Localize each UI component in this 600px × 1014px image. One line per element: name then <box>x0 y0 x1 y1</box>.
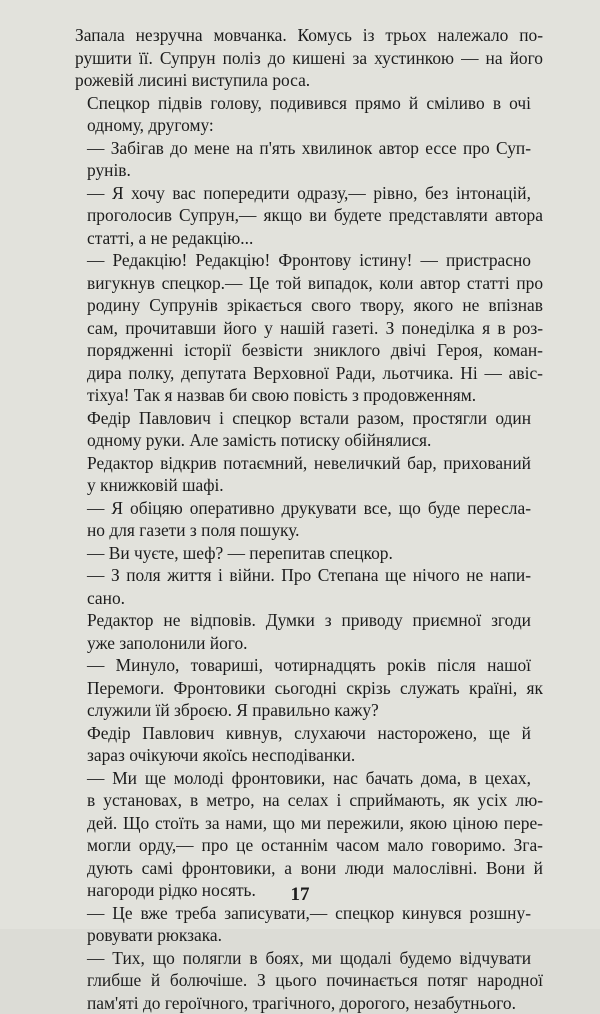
text-line: рунів. <box>75 159 543 182</box>
paragraph <box>75 497 543 542</box>
text-line: ровувати рюкзака. <box>75 924 543 947</box>
paragraph <box>75 947 543 1014</box>
text-line: сам, прочитавши його у нашій газеті. З понеділка я в роз- <box>75 317 543 340</box>
text-line: тіхуа! Так я назвав би свою повість з продовженням. <box>75 384 543 407</box>
text-line: рушити її. Супрун поліз до кишені за хустинкою — на його <box>75 47 543 70</box>
text-line: нагороди рідко носять. <box>75 879 543 902</box>
paragraph <box>75 609 543 654</box>
paragraph <box>75 137 543 182</box>
text-line: порядженні історії безвісти зниклого двічі Героя, коман- <box>75 339 543 362</box>
text-line: дують самі фронтовики, а вони люди малослівні. Вони й <box>75 857 543 880</box>
paragraph <box>75 722 543 767</box>
text-line: Федір Павлович і спецкор встали разом, простягли один <box>75 407 543 430</box>
page-number: 17 <box>0 884 600 906</box>
text-line: — Редакцію! Редакцію! Фронтову істину! — пристрасно <box>75 249 543 272</box>
text-line: Федір Павлович кивнув, слухаючи насторожено, ще й <box>75 722 543 745</box>
text-line: — Минуло, товариші, чотирнадцять років після нашої <box>75 654 543 677</box>
paragraph <box>75 182 543 250</box>
text-line: Перемоги. Фронтовики сьогодні скрізь служать країні, як <box>75 677 543 700</box>
text-line: у книжковій шафі. <box>75 474 543 497</box>
text-line: глибше й болючіше. З цього починається потяг народної <box>75 969 543 992</box>
paragraph <box>75 767 543 902</box>
paragraph <box>75 902 543 947</box>
text-line: Запала незручна мовчанка. Комусь із трьох належало по- <box>75 24 543 47</box>
text-line: — Я хочу вас попередити одразу,— рівно, без інтонацій, <box>75 182 543 205</box>
paragraph <box>75 654 543 722</box>
text-line: статті, а не редакцію... <box>75 227 543 250</box>
text-line: рожевій лисині виступила роса. <box>75 69 543 92</box>
text-line: сано. <box>75 587 543 610</box>
text-line: — Ви чуєте, шеф? — перепитав спецкор. <box>75 542 543 565</box>
text-line: Спецкор підвів голову, подивився прямо й сміливо в очі <box>75 92 543 115</box>
text-line: — Тих, що полягли в боях, ми щодалі будемо відчувати <box>75 947 543 970</box>
text-line: уже заполонили його. <box>75 632 543 655</box>
paragraph <box>75 92 543 137</box>
text-line: одному руки. Але замість потиску обійнялися. <box>75 429 543 452</box>
text-line: — Це вже треба записувати,— спецкор кинувся розшну- <box>75 902 543 925</box>
text-line: одному, другому: <box>75 114 543 137</box>
text-line: но для газети з поля пошуку. <box>75 519 543 542</box>
text-line: вигукнув спецкор.— Це той випадок, коли автор статті про <box>75 272 543 295</box>
text-line: зараз очікуючи якоїсь несподіванки. <box>75 744 543 767</box>
text-line: пам'яті до героїчного, трагічного, дорогого, незабутнього. <box>75 992 543 1014</box>
text-line: проголосив Супрун,— якщо ви будете представляти автора <box>75 204 543 227</box>
text-line: могли орду,— про це останнім часом мало говоримо. Зга- <box>75 834 543 857</box>
page-text <box>75 24 543 1014</box>
text-line: Редактор відкрив потаємний, невеличкий бар, прихований <box>75 452 543 475</box>
paragraph <box>75 452 543 497</box>
text-line: Редактор не відповів. Думки з приводу приємної згоди <box>75 609 543 632</box>
paragraph <box>75 407 543 452</box>
text-line: служили їй зброєю. Я правильно кажу? <box>75 699 543 722</box>
text-line: дей. Що стоїть за нами, що ми пережили, якою ціною пере- <box>75 812 543 835</box>
paragraph <box>75 542 543 565</box>
paragraph <box>75 249 543 407</box>
text-line: — Я обіцяю оперативно друкувати все, що буде пересла- <box>75 497 543 520</box>
text-line: — Ми ще молоді фронтовики, нас бачать дома, в цехах, <box>75 767 543 790</box>
paragraph <box>75 564 543 609</box>
text-line: — Забігав до мене на п'ять хвилинок автор ессе про Суп- <box>75 137 543 160</box>
text-line: родину Супрунів зрікається свого твору, якого не впізнав <box>75 294 543 317</box>
text-line: — З поля життя і війни. Про Степана ще нічого не напи- <box>75 564 543 587</box>
paragraph <box>75 24 543 92</box>
text-line: дира полку, депутата Верховної Ради, льотчика. Ні — авіс- <box>75 362 543 385</box>
text-line: в установах, в метро, на селах і сприймають, як усіх лю- <box>75 789 543 812</box>
